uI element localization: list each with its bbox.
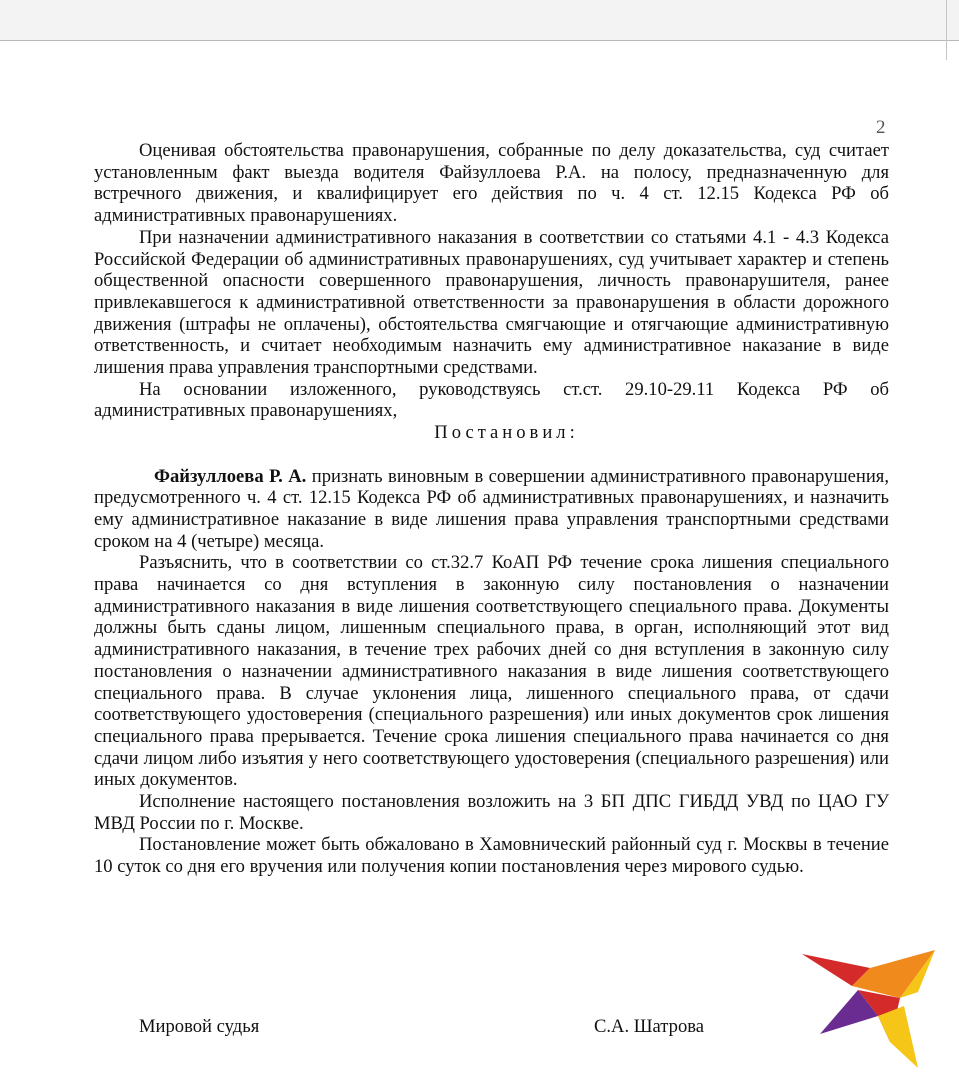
paragraph-grounds: На основании изложенного, руководствуясь ст.ст. 29.10-29.11 Кодекса РФ об административных правонарушениях, [94, 378, 889, 422]
scrollbar-edge [946, 0, 947, 60]
paragraph-explanation: Разъяснить, что в соответствии со ст.32.7 КоАП РФ течение срока лишения специального права начинается со дня вступления в законную силу постановления о назначении административного наказания в виде лишения соответствующего специального права. Документы должны быть сданы лицом, лишенным специального права, в орган, исполняющий этот вид административного наказания, в течение трех рабочих дней со дня вступления в законную силу постановления о назначении административного наказания в виде лишения соответствующего специального права. В случае уклонения лица, лишенного специального права, от сдачи соответствующего удостоверения (специального разрешения) или иных документов срок лишения специального права прерывается. Течение срока лишения специального права начинается со дня сдачи лицом либо изъятия у него соответствующего удостоверения (специального разрешения) или иных документов. [94, 552, 889, 791]
signature-title: Мировой судья [139, 1016, 260, 1037]
page-number: 2 [876, 117, 886, 138]
defendant-name: Файзуллоева Р. А. [154, 465, 307, 487]
paragraph-execution: Исполнение настоящего постановления возложить на 3 БП ДПС ГИБДД УВД по ЦАО ГУ МВД России по г. Москве. [94, 791, 889, 834]
logo-tail [878, 1006, 918, 1068]
verdict-text: признать виновным в совершении административного правонарушения, предусмотренного ч. 4 ст. 12.15 Кодекса РФ об административных правонарушениях, и назначить ему административное наказание в виде лишения права управления транспортными средствами сроком на 4 (четыре) месяца. [94, 465, 889, 552]
paragraph-verdict [94, 466, 889, 553]
paragraph-assessment: Оценивая обстоятельства правонарушения, собранные по делу доказательства, суд считает установленным факт выезда водителя Файзуллоева Р.А. на полосу, предназначенную для встречного движения, и квалифицирует его действия по ч. 4 ст. 12.15 Кодекса РФ об административных правонарушениях. [94, 140, 889, 227]
bird-logo-icon [800, 946, 940, 1072]
document-body [94, 140, 889, 878]
signature-name: С.А. Шатрова [594, 1016, 705, 1037]
decision-heading: Постановил: [434, 422, 579, 444]
paragraph-punishment: При назначении административного наказания в соответствии со статьями 4.1 - 4.3 Кодекса Российской Федерации об административных правонарушениях, суд учитывает характер и степень общественной опасности совершенного правонарушения, личность правонарушителя, ранее привлекавшегося к административной ответственности за правонарушения в области дорожного движения (штрафы не оплачены), обстоятельства смягчающие и отягчающие административную ответственность, и считает необходимым назначить ему административное наказание в виде лишения права управления транспортными средствами. [94, 226, 889, 379]
paragraph-appeal: Постановление может быть обжаловано в Хамовнический районный суд г. Москвы в течение 10 суток со дня его вручения или получения копии постановления через мирового судью. [94, 834, 889, 878]
viewer-divider [0, 40, 959, 41]
viewer-toolbar [0, 0, 959, 40]
spacer [94, 444, 889, 466]
